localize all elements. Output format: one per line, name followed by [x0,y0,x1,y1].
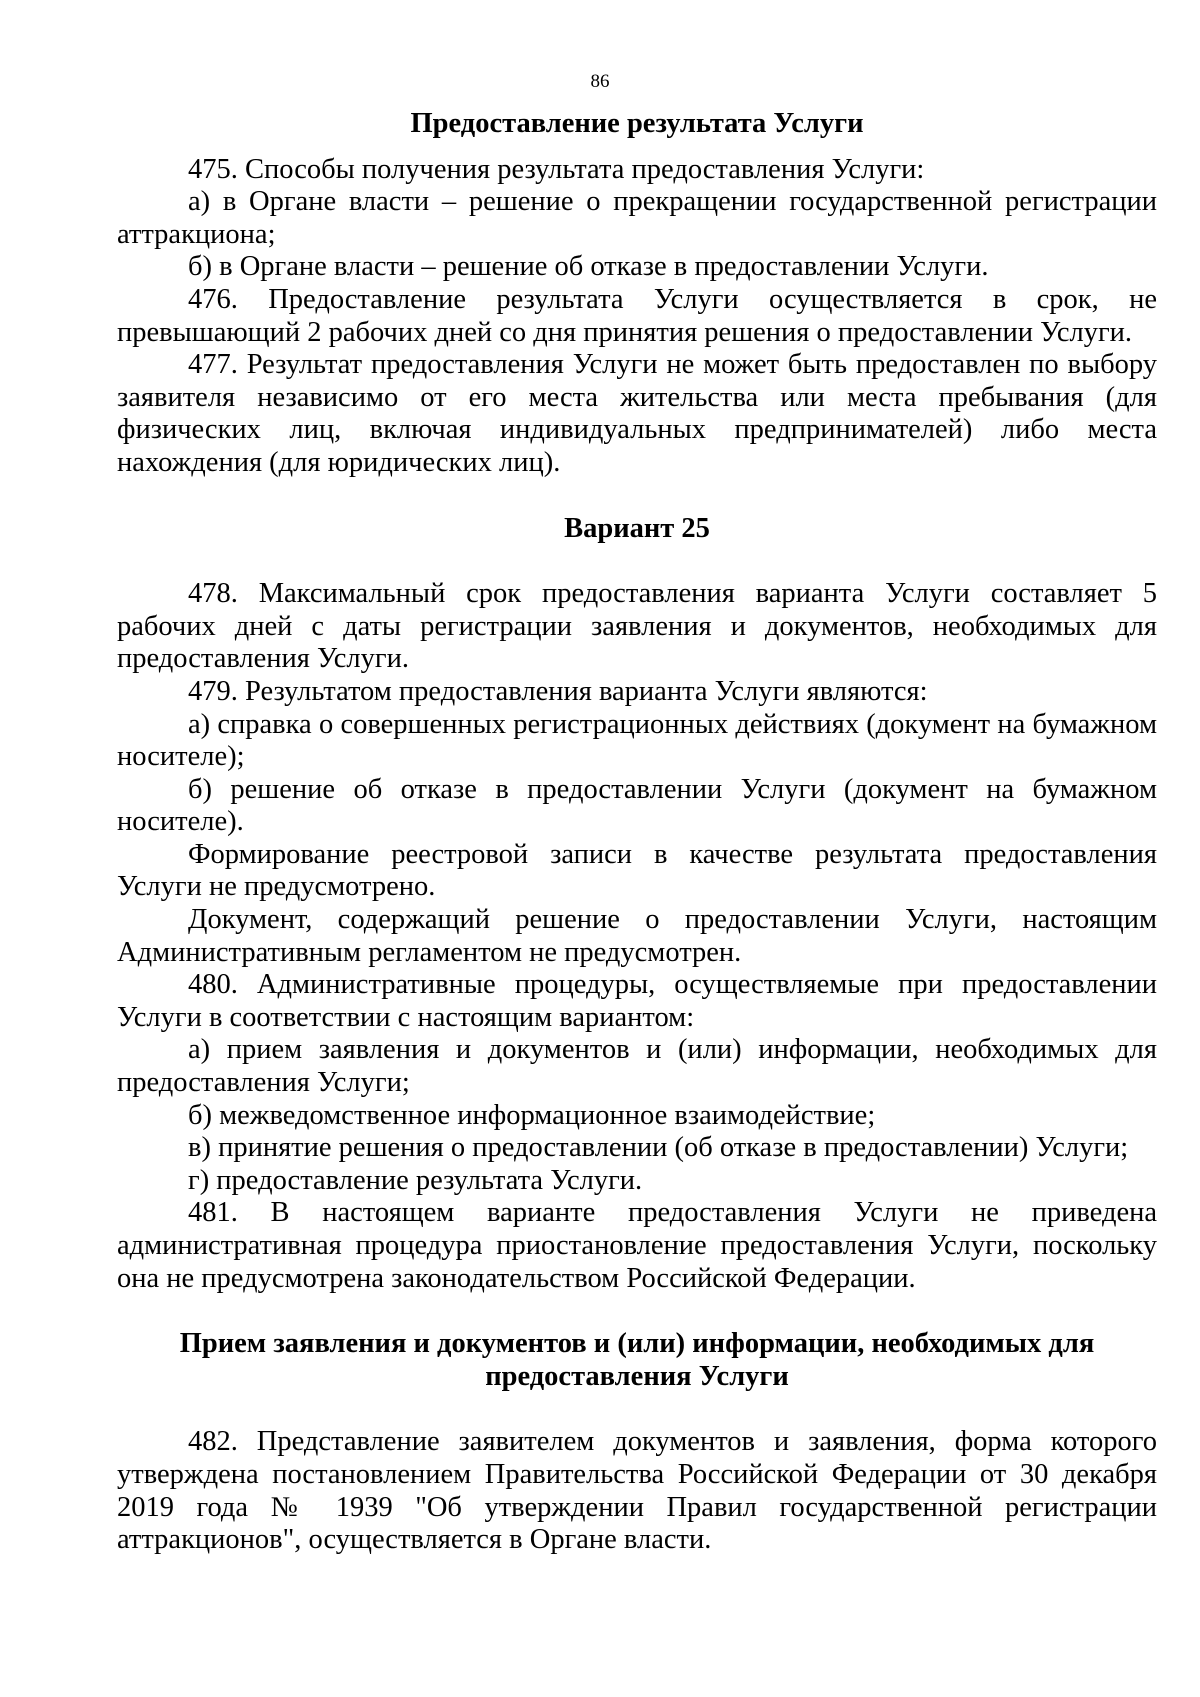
page-number: 86 [590,71,610,92]
paragraph-477: 477. Результат предоставления Услуги не может быть предоставлен по выбору заявителя независимо от его места жительства или места пребывания (для физических лиц, включая индивидуальных предпринимателей) либо места нахождения (для юридических лиц). [117,349,1157,478]
heading-reception: Прием заявления и документов и (или) информации, необходимых для предоставления Услуги [179,1328,1095,1392]
paragraph-480c: в) принятие решения о предоставлении (об отказе в предоставлении) Услуги; [188,1132,1129,1164]
heading-result: Предоставление результата Услуги [410,108,864,139]
paragraph-479c: Формирование реестровой записи в качестве результата предоставления Услуги не предусмотрено. [117,838,1157,903]
paragraph-480: 480. Административные процедуры, осуществляемые при предоставлении Услуги в соответствии с настоящим вариантом: [117,969,1157,1033]
paragraph-475: 475. Способы получения результата предоставления Услуги: [188,153,925,185]
paragraph-475a: а) в Органе власти – решение о прекращении государственной регистрации аттракциона; [117,186,1157,250]
heading-variant: Вариант 25 [564,512,710,544]
page-content [117,108,1157,1557]
paragraph-475b: б) в Органе власти – решение об отказе в предоставлении Услуги. [188,251,989,283]
paragraph-479d: Документ, содержащий решение о предоставлении Услуги, настоящим Административным регламентом не предусмотрен. [117,904,1157,968]
paragraph-479a: а) справка о совершенных регистрационных действиях (документ на бумажном носителе); [117,708,1157,773]
paragraph-482: 482. Представление заявителем документов и заявления, форма которого утверждена постановлением Правительства Российской Федерации от 30 декабря 2019 года № 1939 "Об утверждении Правил государственной регистрации аттракционов", осуществляется в Органе власти. [117,1426,1157,1556]
paragraph-479b: б) решение об отказе в предоставлении Услуги (документ на бумажном носителе). [117,773,1157,838]
paragraph-480d: г) предоставление результата Услуги. [188,1164,643,1196]
paragraph-480b: б) межведомственное информационное взаимодействие; [188,1099,876,1131]
paragraph-476: 476. Предоставление результата Услуги осуществляется в срок, не превышающий 2 рабочих дней со дня принятия решения о предоставлении Услуги. [117,283,1157,348]
paragraph-481: 481. В настоящем варианте предоставления Услуги не приведена административная процедура приостановление предоставления Услуги, поскольку она не предусмотрена законодательством Российской Федерации. [117,1197,1157,1294]
paragraph-478: 478. Максимальный срок предоставления варианта Услуги составляет 5 рабочих дней с даты регистрации заявления и документов, необходимых для предоставления Услуги. [117,578,1157,675]
paragraph-480a: а) прием заявления и документов и (или) информации, необходимых для предоставления Услуги; [117,1034,1157,1099]
paragraph-479: 479. Результатом предоставления варианта Услуги являются: [188,675,928,707]
